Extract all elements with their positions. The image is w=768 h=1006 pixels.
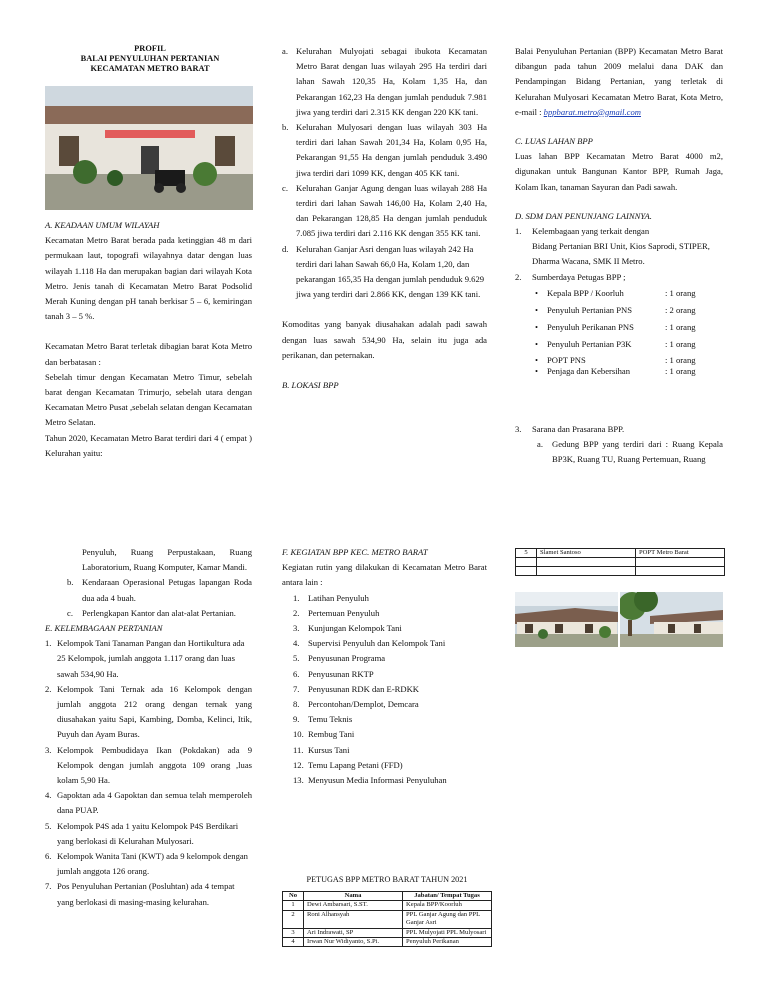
list-item: c. Perlengkapan Kantor dan alat-alat Pertanian. <box>67 607 236 618</box>
list-item: 8. Percontohan/Demplot, Demcara <box>293 699 419 710</box>
profile-subtitle: BALAI PENYULUHAN PERTANIAN <box>80 54 220 63</box>
table-row: 1 Dewi Ambarsari, S.ST. Kepala BPP/Koorluh <box>283 901 492 910</box>
profile-subtitle-2: KECAMATAN METRO BARAT <box>90 64 210 73</box>
petugas-table <box>282 891 492 947</box>
bpp-building-photo <box>45 86 253 210</box>
sarana-prasarana <box>515 422 723 468</box>
paragraph: Kegiatan rutin yang dilakukan di Kecamatan Metro Barat antara lain : <box>282 562 487 588</box>
staff-row: • Penjaga dan Kebersihan : 1 orang <box>535 365 696 376</box>
staff-row: • Penyuluh Pertanian P3K : 1 orang <box>535 336 723 353</box>
list-item: 2. Sumberdaya Petugas BPP ; <box>515 271 626 282</box>
list-item: 2. Kelompok Tani Ternak ada 16 Kelompok dengan jumlah anggota 212 orang dengan ternak yang diusahakan yaitu Sapi, Kambing, Domba, Kelinci, Itik, Puyuh dan Ayam Buras. <box>45 683 252 740</box>
email-link[interactable]: bppbarat.metro@gmail.com <box>543 106 641 117</box>
list-item: 13. Menyusun Media Informasi Penyuluhan <box>293 775 447 786</box>
list-item: 2. Pertemuan Penyuluh <box>293 607 380 618</box>
list-item: 1. Kelompok Tani Tanaman Pangan dan Hortikultura ada 25 Kelompok, jumlah anggota 1.117 orang dan luas sawah 534,90 Ha. <box>45 638 245 679</box>
bpp-yard-photo-1 <box>515 592 618 647</box>
staff-row: • Penyuluh Pertanian PNS : 2 orang <box>535 302 723 319</box>
list-item: 4. Supervisi Penyuluh dan Kelompok Tani <box>293 638 446 649</box>
list-item: 3. Sarana dan Prasarana BPP. <box>515 424 625 434</box>
list-item: 1. Kelembagaan yang terkait dengan <box>515 226 650 237</box>
bullet-icon: • <box>535 354 539 365</box>
kegiatan-list <box>282 591 487 789</box>
paragraph: Penyuluh, Ruang Perpustakaan, Ruang Laboratorium, Ruang Komputer, Kamar Mandi. <box>82 547 252 573</box>
bpp-intro: Balai Penyuluhan Pertanian (BPP) Kecamatan Metro Barat dibangun pada tahun 2009 melalui dana DAK dan Pendampingan Bidang Pertanian, yang terletak di Kelurahan Mulyosari Kecamatan Metro Barat, Kota Metro, e-mail : bppbarat.metro@gmail.com <box>515 46 723 117</box>
section-heading: E. KELEMBAGAAN PERTANIAN <box>45 623 163 634</box>
list-item: c. Kelurahan Ganjar Agung dengan luas wilayah 288 Ha terdiri dari lahan Sawah 146,00 Ha, Kolam 2,40 Ha, dan Pekarangan 128,85 Ha dengan jumlah penduduk 7.085 jiwa terdiri dari 2.116 KK dengan 355 KK tani. <box>282 182 487 239</box>
bullet-icon: • <box>535 304 539 315</box>
paragraph: Kecamatan Metro Barat berada pada ketinggian 48 m dari permukaan laut, topografi wilayahnya datar dengan luas wilayah 1.118 Ha dan merupakan bagian dari wilayah Kota Metro. Jenis tanah di Kecamatan Metro Barat Podsolid Merah Kuning dengan pH tanah berkisar 5 – 6, kemiringan tanah 3 – 5 %. <box>45 235 252 322</box>
list-item: a. Kelurahan Mulyojati sebagai ibukota Kecamatan Metro Barat dengan luas wilayah 295 Ha terdiri dari lahan Sawah 120,35 Ha, Kolam 1,35 Ha, dan Pekarangan 162,23 Ha dengan jumlah penduduk 7.981 jiwa yang terdiri dari 2.315 KK dengan 220 KK tani. <box>282 46 487 117</box>
table-header-row: No Nama Jabatan/ Tempat Tugas <box>283 892 492 901</box>
bullet-icon: • <box>535 338 539 349</box>
bullet-icon: • <box>535 321 539 332</box>
list-item: 11. Kursus Tani <box>293 744 350 755</box>
bullet-icon: • <box>535 287 539 298</box>
list-item: b. Kelurahan Mulyosari dengan luas wilayah 303 Ha terdiri dari lahan Sawah 201,34 Ha, Kolam 0,95 Ha, Pekarangan 91,55 Ha dengan jumlah penduduk 3.490 jiwa terdiri dari 1099 KK, dengan 405 KK tani. <box>282 122 487 178</box>
petugas-table-continued <box>515 548 725 576</box>
list-item: b. Kendaraan Operasional Petugas lapangan Roda dua ada 4 buah. <box>67 577 252 603</box>
staff-row: • POPT PNS : 1 orang <box>535 354 696 365</box>
table-row <box>516 558 725 567</box>
list-item: 7. Penyusunan RDK dan E-RDKK <box>293 683 419 694</box>
petugas-table-2 <box>515 548 725 576</box>
staff-list <box>515 285 723 377</box>
list-item: d. Kelurahan Ganjar Asri dengan luas wilayah 242 Ha terdiri dari lahan Sawah 66,0 Ha, Kolam 1,20, dan pekarangan 165,35 Ha dengan jumlah penduduk 9.629 jiwa yang terdiri dari 2.866 KK, dengan 139 KK tani. <box>282 243 485 300</box>
section-heading: C. LUAS LAHAN BPP <box>515 136 593 147</box>
list-item: 6. Penyusunan RKTP <box>293 668 374 679</box>
list-item: 3. Kelompok Pembudidaya Ikan (Pokdakan) ada 9 Kelompok dengan jumlah anggota 109 orang ,luas kolam 5,90 Ha. <box>45 744 252 786</box>
list-item: 12. Temu Lapang Petani (FFD) <box>293 759 403 770</box>
list-item: 10. Rembug Tani <box>293 729 355 740</box>
page2-column-1 <box>45 545 252 910</box>
list-item: a. Gedung BPP yang terdiri dari : Ruang Kepala BP3K, Ruang TU, Ruang Pertemuan, Ruang <box>537 439 723 465</box>
paragraph: Kecamatan Metro Barat terletak dibagian barat Kota Metro dan berbatasan : <box>45 341 252 367</box>
list-item: 6. Kelompok Wanita Tani (KWT) ada 9 kelompok dengan jumlah anggota 126 orang. <box>45 851 248 877</box>
list-item: 5. Kelompok P4S ada 1 yaitu Kelompok P4S Berdikari yang berlokasi di Kelurahan Mulyosari. <box>45 820 239 846</box>
page2-column-2 <box>282 545 487 788</box>
paragraph: Luas lahan BPP Kecamatan Metro Barat 4000 m2, digunakan untuk Bangunan Kantor BPP, Rumah Jaga, Kolam Ikan, tanaman Sayuran dan Padi sawah. <box>515 151 723 192</box>
table-row: 2 Roni Alhansyah PPL Ganjar Agung dan PPL Ganjar Asri <box>283 910 492 928</box>
section-heading: D. SDM DAN PENUNJANG LAINNYA. <box>515 210 652 221</box>
table-row: 5 Slamet Santoso POPT Metro Barat <box>516 549 725 558</box>
list-item: 1. Latihan Penyuluh <box>293 592 369 603</box>
page1-column-3 <box>515 44 723 377</box>
list-item: 9. Temu Teknis <box>293 714 353 725</box>
section-keadaan-umum <box>45 218 252 461</box>
table-row: 4 Irwan Nur Widiyanto, S.Pi. Penyuluh Perikanan <box>283 938 492 947</box>
paragraph: Tahun 2020, Kecamatan Metro Barat terdiri dari 4 ( empat ) Kelurahan yaitu: <box>45 432 252 458</box>
list-item: 3. Kunjungan Kelompok Tani <box>293 623 402 634</box>
list-item: 7. Pos Penyuluhan Pertanian (Posluhtan) ada 4 tempat yang berlokasi di masing-masing kelurahan. <box>45 881 235 907</box>
section-heading: B. LOKASI BPP <box>282 380 339 391</box>
table-row <box>516 567 725 576</box>
table-row: 3 Ari Indrawati, SP PPL Mulyojati PPL Mulyosari <box>283 928 492 937</box>
list-item: 5. Penyusunan Programa <box>293 653 386 664</box>
profile-header <box>45 44 255 74</box>
list-item-detail: Bidang Pertanian BRI Unit, Kios Saprodi, STIPER, Dharma Wacana, SMK II Metro. <box>532 241 710 267</box>
list-item: 4. Gapoktan ada 4 Gapoktan dan semua telah memperoleh dana PUAP. <box>45 790 252 816</box>
profile-title: PROFIL <box>134 44 166 53</box>
bullet-icon: • <box>535 365 539 376</box>
section-heading: F. KEGIATAN BPP KEC. METRO BARAT <box>282 547 428 557</box>
table-title: PETUGAS BPP METRO BARAT TAHUN 2021 <box>306 875 468 884</box>
bpp-yard-photo-2 <box>620 592 723 647</box>
paragraph: Sebelah timur dengan Kecamatan Metro Timur, sebelah barat dengan Kecamatan Trimurjo, sebelah utara dengan Kecamatan Metro Pusat ,sebelah selatan dengan Kecamatan Metro Selatan. <box>45 371 252 428</box>
section-heading: A. KEADAAN UMUM WILAYAH <box>45 220 160 230</box>
staff-row: • Penyuluh Perikanan PNS : 1 orang <box>535 319 723 336</box>
staff-row: • Kepala BPP / Koorluh : 1 orang <box>535 285 723 302</box>
petugas-table-block <box>282 874 492 947</box>
komoditas-paragraph: Komoditas yang banyak diusahakan adalah padi sawah dengan luas sawah 534,90 Ha, selain itu juga ada perikanan, dan peternakan. <box>282 319 487 360</box>
kelurahan-list <box>282 44 487 393</box>
